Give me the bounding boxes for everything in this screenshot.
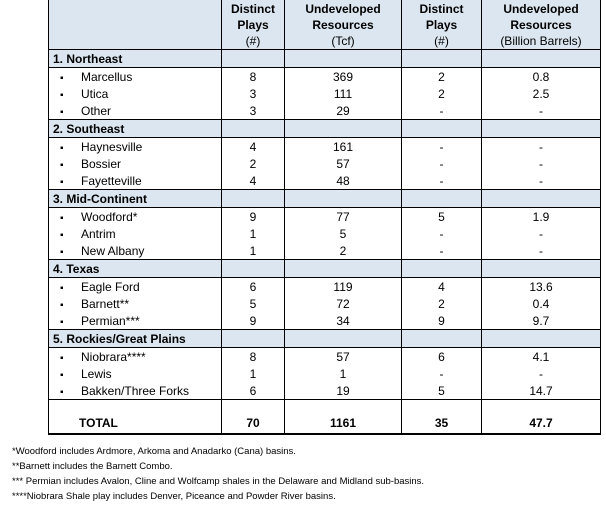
region-cell <box>482 50 601 68</box>
play-name: Lewis <box>81 366 112 381</box>
cell-gas-plays: 4 <box>222 138 285 156</box>
region-cell <box>482 260 601 278</box>
spacer-cell <box>402 400 482 413</box>
cell-oil-res: - <box>482 225 601 242</box>
spacer-cell <box>222 400 285 413</box>
cell-gas-res: 48 <box>285 172 402 190</box>
cell-gas-res: 2 <box>285 242 402 260</box>
cell-gas-plays: 4 <box>222 172 285 190</box>
cell-gas-plays: 3 <box>222 102 285 120</box>
cell-oil-res: - <box>482 155 601 172</box>
cell-oil-res: 2.5 <box>482 85 601 102</box>
play-name-cell <box>49 365 222 382</box>
table-row <box>49 382 601 400</box>
cell-oil-res: 9.7 <box>482 312 601 330</box>
play-name-cell <box>49 312 222 330</box>
cell-gas-plays: 2 <box>222 155 285 172</box>
cell-gas-plays: 9 <box>222 208 285 226</box>
cell-gas-plays: 1 <box>222 365 285 382</box>
cell-oil-plays: - <box>402 365 482 382</box>
play-name-cell <box>49 208 222 226</box>
bullet-icon: ▪ <box>60 282 64 294</box>
bullet-icon: ▪ <box>60 212 64 224</box>
play-name: Woodford* <box>81 209 138 224</box>
footnote: ****Niobrara Shale play includes Denver, Piceance and Powder River basins. <box>12 491 336 502</box>
table-row <box>49 365 601 382</box>
region-cell <box>222 260 285 278</box>
region-cell <box>285 120 402 138</box>
footnote: *** Permian includes Avalon, Cline and Wolfcamp shales in the Delaware and Midland sub-basins. <box>12 476 425 487</box>
header-blank <box>49 0 222 50</box>
region-header-row <box>49 120 601 138</box>
region-cell <box>285 260 402 278</box>
play-name: Utica <box>81 86 109 101</box>
region-cell <box>402 50 482 68</box>
cell-oil-plays: 5 <box>402 208 482 226</box>
total-label: TOTAL <box>49 412 222 434</box>
cell-oil-plays: 6 <box>402 348 482 366</box>
cell-gas-res: 34 <box>285 312 402 330</box>
table-row <box>49 68 601 86</box>
play-name-cell <box>49 68 222 86</box>
play-name: Eagle Ford <box>81 279 140 294</box>
play-name-cell <box>49 295 222 312</box>
region-header-row <box>49 260 601 278</box>
play-name: Bossier <box>81 156 122 171</box>
region-cell <box>402 190 482 208</box>
region-title: 1. Northeast <box>49 50 222 68</box>
cell-oil-res: 1.9 <box>482 208 601 226</box>
region-cell <box>222 120 285 138</box>
region-cell <box>402 330 482 348</box>
cell-gas-plays: 1 <box>222 225 285 242</box>
play-name-cell <box>49 85 222 102</box>
bullet-icon: ▪ <box>60 246 64 258</box>
region-header-row <box>49 330 601 348</box>
cell-oil-res: 14.7 <box>482 382 601 400</box>
cell-gas-res: 29 <box>285 102 402 120</box>
cell-gas-res: 19 <box>285 382 402 400</box>
play-name: Niobrara**** <box>81 349 146 364</box>
play-name: Other <box>81 103 112 118</box>
table-row <box>49 208 601 226</box>
spacer-cell <box>482 400 601 413</box>
play-name: Marcellus <box>81 69 133 84</box>
table-row <box>49 85 601 102</box>
header-oil-resources: Undeveloped Resources (Billion Barrels) <box>482 0 601 50</box>
region-cell <box>222 190 285 208</box>
region-title: 4. Texas <box>49 260 222 278</box>
cell-oil-res: - <box>482 365 601 382</box>
spacer-cell <box>285 400 402 413</box>
cell-oil-res: 4.1 <box>482 348 601 366</box>
header-gas-plays: Distinct Plays (#) <box>222 0 285 50</box>
cell-gas-res: 57 <box>285 155 402 172</box>
cell-oil-plays: - <box>402 172 482 190</box>
cell-gas-plays: 8 <box>222 68 285 86</box>
region-title: 2. Southeast <box>49 120 222 138</box>
footnotes <box>12 444 424 504</box>
play-name-cell <box>49 348 222 366</box>
region-header-row <box>49 50 601 68</box>
region-cell <box>482 330 601 348</box>
cell-gas-res: 5 <box>285 225 402 242</box>
bullet-icon: ▪ <box>60 369 64 381</box>
table-row <box>49 348 601 366</box>
play-name: Permian*** <box>81 313 140 328</box>
play-name: Antrim <box>81 226 116 241</box>
region-cell <box>402 120 482 138</box>
table-row <box>49 155 601 172</box>
play-name: Bakken/Three Forks <box>81 383 190 398</box>
cell-oil-plays: 2 <box>402 68 482 86</box>
total-gas-res: 1161 <box>285 412 402 434</box>
bullet-icon: ▪ <box>60 142 64 154</box>
footnote: **Barnett includes the Barnett Combo. <box>12 461 173 472</box>
region-cell <box>402 260 482 278</box>
play-name: Fayetteville <box>81 173 142 188</box>
spacer-row <box>49 400 601 413</box>
table-row <box>49 172 601 190</box>
play-name-cell <box>49 225 222 242</box>
bullet-icon: ▪ <box>60 72 64 84</box>
cell-gas-res: 369 <box>285 68 402 86</box>
cell-gas-plays: 9 <box>222 312 285 330</box>
cell-oil-plays: - <box>402 155 482 172</box>
cell-oil-plays: - <box>402 242 482 260</box>
bullet-icon: ▪ <box>60 89 64 101</box>
cell-oil-res: - <box>482 138 601 156</box>
cell-oil-res: - <box>482 102 601 120</box>
cell-gas-res: 1 <box>285 365 402 382</box>
cell-oil-res: - <box>482 172 601 190</box>
table-row <box>49 225 601 242</box>
cell-oil-plays: - <box>402 102 482 120</box>
cell-oil-plays: 4 <box>402 278 482 296</box>
cell-gas-res: 72 <box>285 295 402 312</box>
region-cell <box>285 50 402 68</box>
bullet-icon: ▪ <box>60 176 64 188</box>
cell-oil-res: 0.4 <box>482 295 601 312</box>
table-row <box>49 278 601 296</box>
play-name-cell <box>49 155 222 172</box>
cell-oil-plays: 9 <box>402 312 482 330</box>
play-name-cell <box>49 138 222 156</box>
cell-gas-plays: 3 <box>222 85 285 102</box>
bullet-icon: ▪ <box>60 386 64 398</box>
table-row <box>49 312 601 330</box>
cell-oil-plays: - <box>402 138 482 156</box>
cell-gas-res: 77 <box>285 208 402 226</box>
region-cell <box>285 330 402 348</box>
spacer-cell <box>49 400 222 413</box>
cell-gas-plays: 8 <box>222 348 285 366</box>
bullet-icon: ▪ <box>60 106 64 118</box>
cell-oil-plays: 5 <box>402 382 482 400</box>
play-name: New Albany <box>81 243 145 258</box>
cell-gas-res: 57 <box>285 348 402 366</box>
cell-gas-plays: 6 <box>222 382 285 400</box>
table-row <box>49 102 601 120</box>
bullet-icon: ▪ <box>60 159 64 171</box>
bullet-icon: ▪ <box>60 352 64 364</box>
play-name-cell <box>49 242 222 260</box>
resources-table <box>48 0 601 435</box>
play-name-cell <box>49 102 222 120</box>
cell-oil-plays: 2 <box>402 295 482 312</box>
play-name: Barnett** <box>81 296 130 311</box>
footnote: *Woodford includes Ardmore, Arkoma and Anadarko (Cana) basins. <box>12 446 296 457</box>
region-cell <box>222 50 285 68</box>
total-gas-plays: 70 <box>222 412 285 434</box>
cell-gas-plays: 5 <box>222 295 285 312</box>
cell-gas-res: 119 <box>285 278 402 296</box>
bullet-icon: ▪ <box>60 299 64 311</box>
region-cell <box>482 120 601 138</box>
region-header-row <box>49 190 601 208</box>
cell-gas-plays: 1 <box>222 242 285 260</box>
table-row <box>49 242 601 260</box>
total-oil-res: 47.7 <box>482 412 601 434</box>
play-name-cell <box>49 278 222 296</box>
region-cell <box>482 190 601 208</box>
cell-oil-res: 0.8 <box>482 68 601 86</box>
header-gas-resources: Undeveloped Resources (Tcf) <box>285 0 402 50</box>
region-cell <box>285 190 402 208</box>
cell-gas-res: 161 <box>285 138 402 156</box>
play-name-cell <box>49 382 222 400</box>
header-row <box>49 0 601 50</box>
region-title: 5. Rockies/Great Plains <box>49 330 222 348</box>
play-name-cell <box>49 172 222 190</box>
cell-gas-res: 111 <box>285 85 402 102</box>
cell-oil-res: - <box>482 242 601 260</box>
region-title: 3. Mid-Continent <box>49 190 222 208</box>
bullet-icon: ▪ <box>60 316 64 328</box>
cell-oil-plays: - <box>402 225 482 242</box>
table-row <box>49 295 601 312</box>
bullet-icon: ▪ <box>60 229 64 241</box>
cell-oil-res: 13.6 <box>482 278 601 296</box>
play-name: Haynesville <box>81 139 143 154</box>
total-oil-plays: 35 <box>402 412 482 434</box>
table-row <box>49 138 601 156</box>
total-row <box>49 412 601 434</box>
cell-oil-plays: 2 <box>402 85 482 102</box>
region-cell <box>222 330 285 348</box>
cell-gas-plays: 6 <box>222 278 285 296</box>
header-oil-plays: Distinct Plays (#) <box>402 0 482 50</box>
